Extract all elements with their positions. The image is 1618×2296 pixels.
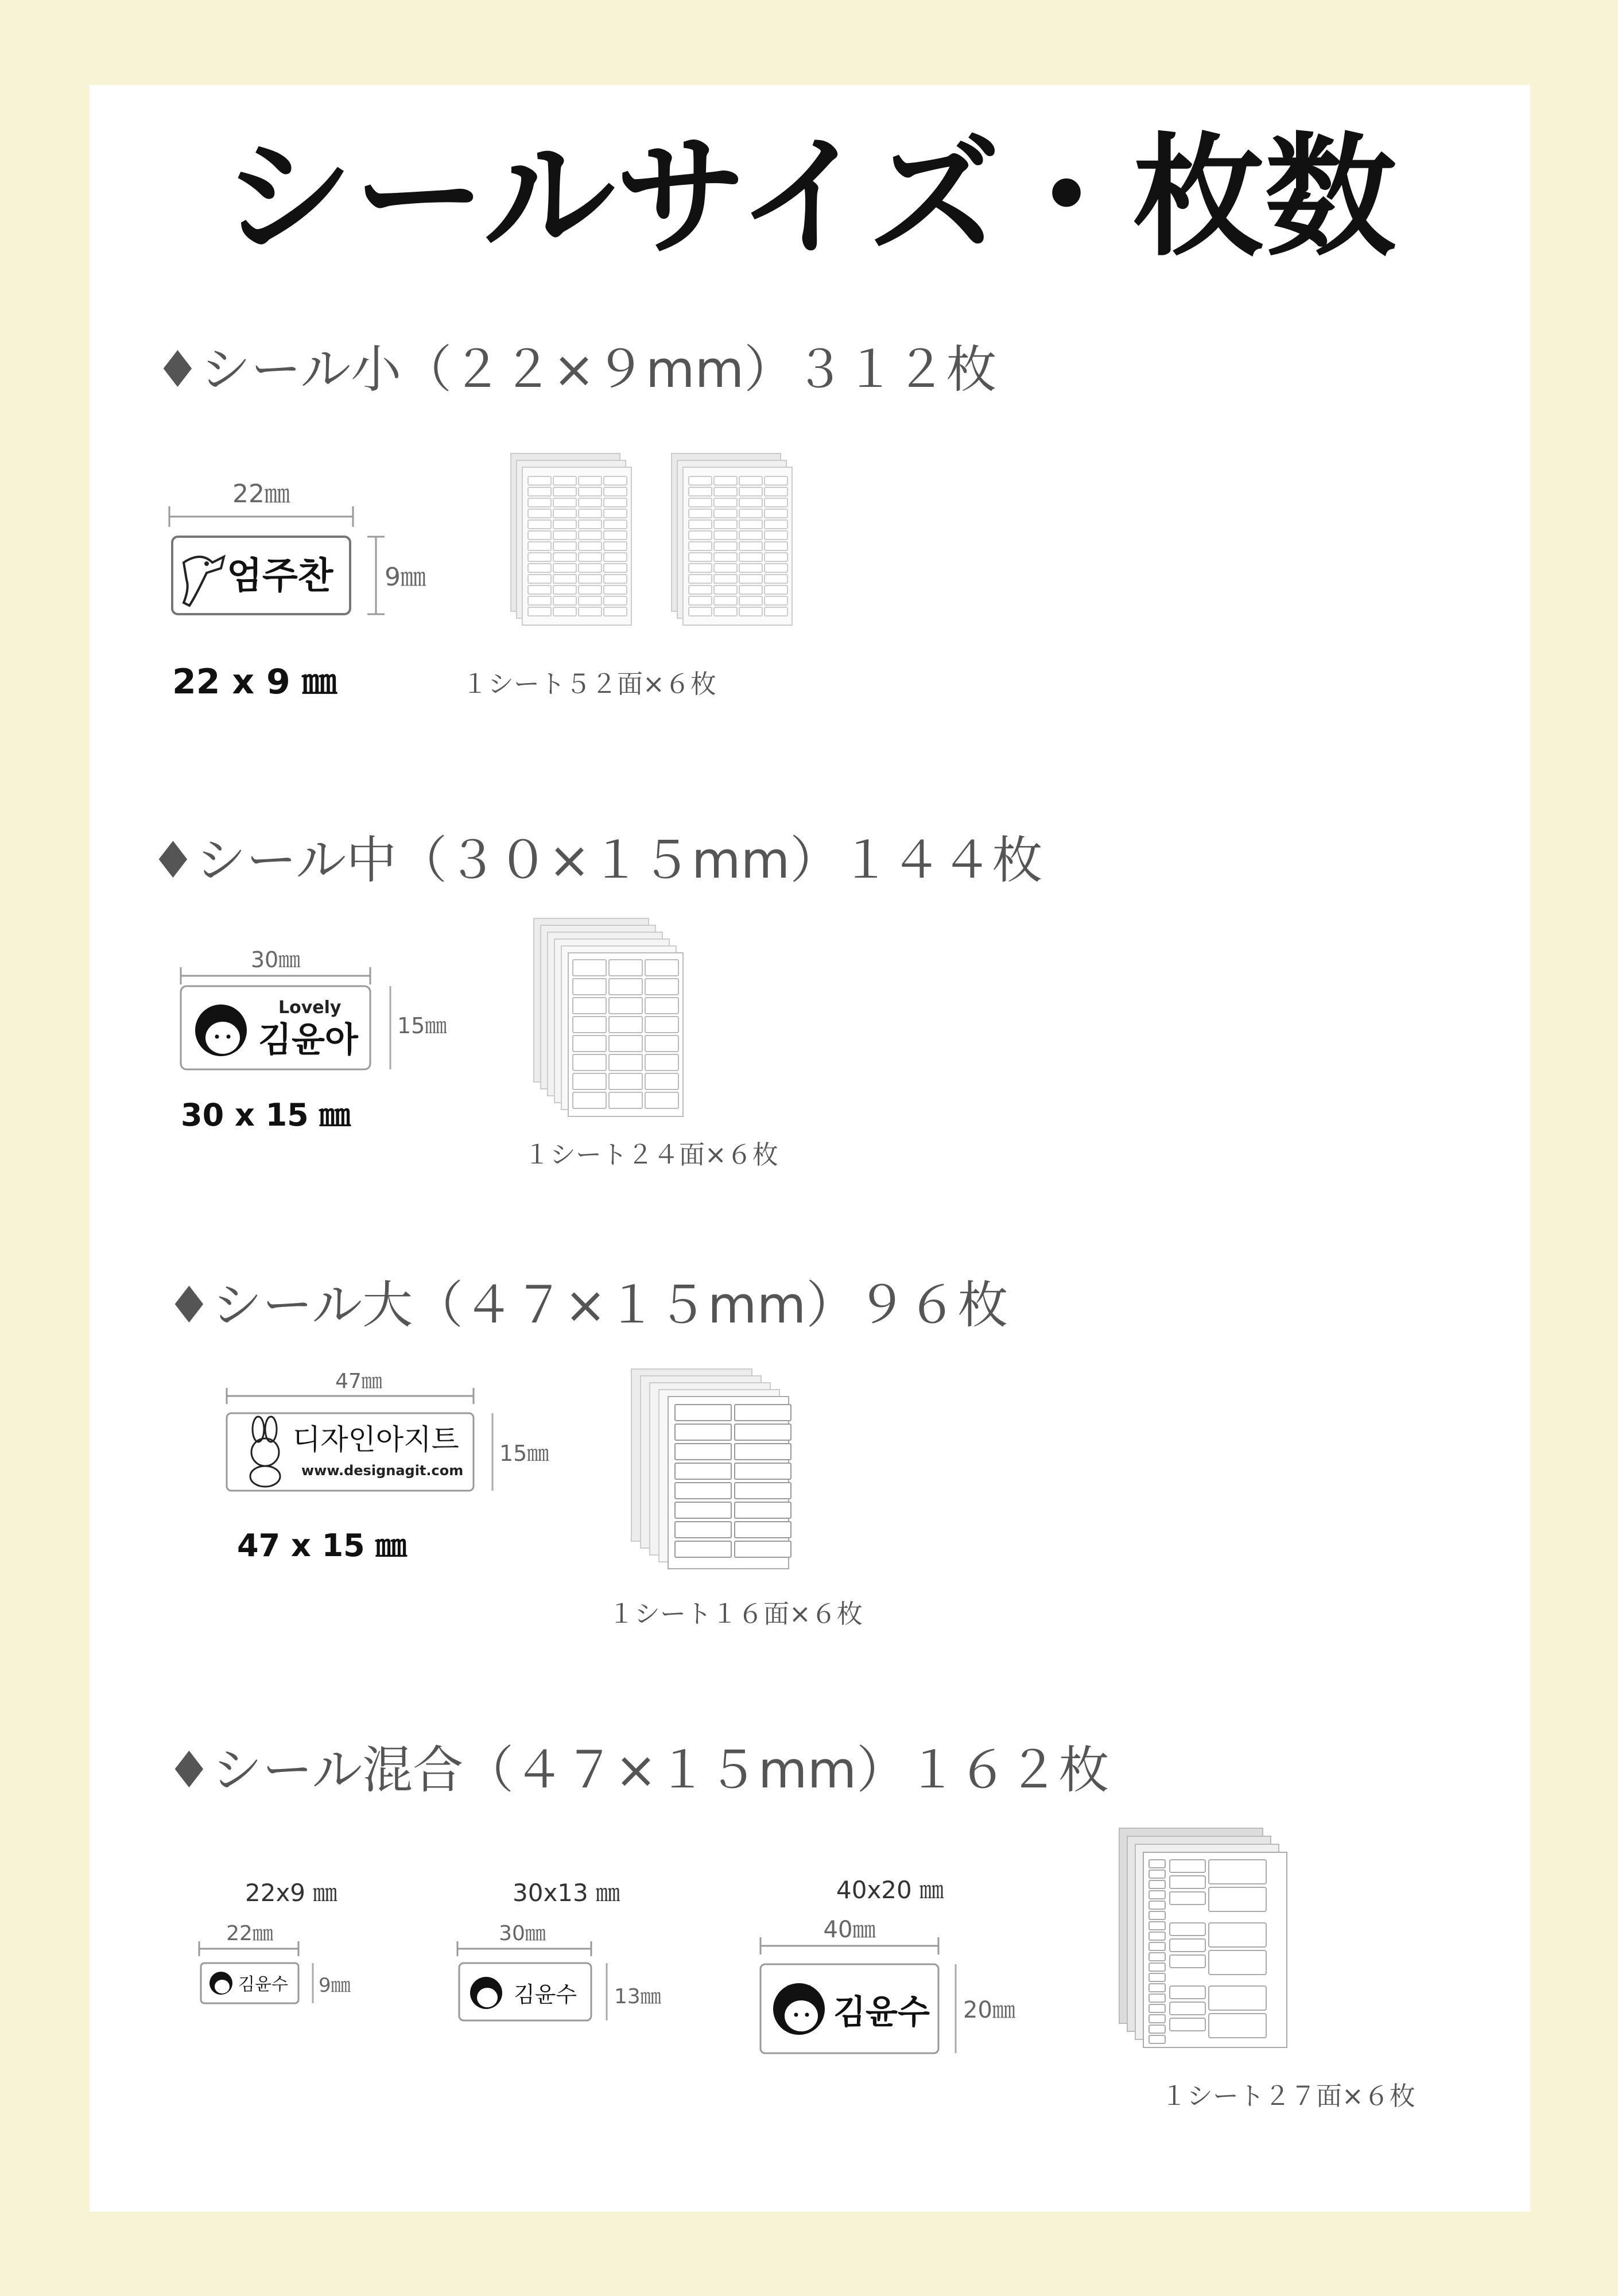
- sticker-slot: [1170, 1892, 1205, 1905]
- sticker-slot: [579, 585, 602, 594]
- height-label-mixed-1: 9㎜: [319, 1974, 351, 1997]
- sticker-slot: [573, 1017, 606, 1033]
- sticker-slot: [689, 596, 712, 605]
- sticker-slot: [714, 509, 737, 518]
- width-label-medium: 30㎜: [250, 947, 301, 972]
- sticker-slot: [553, 564, 576, 572]
- height-label-mixed-2: 13㎜: [614, 1985, 661, 2008]
- page-title: シールサイズ・枚数: [221, 121, 1396, 274]
- sticker-slot: [1149, 2025, 1165, 2033]
- sticker-slot: [604, 509, 627, 518]
- sticker-slot: [573, 979, 606, 995]
- sticker-slot: [1149, 1984, 1165, 1992]
- sticker-slot: [689, 564, 712, 572]
- sticker-slot: [739, 564, 762, 572]
- sticker-slot: [579, 564, 602, 572]
- sticker-slot: [579, 509, 602, 518]
- sticker-slot: [604, 542, 627, 550]
- size-caption-large: 47 x 15 ㎜: [237, 1527, 407, 1564]
- sticker-slot: [579, 542, 602, 550]
- sheet-stack-mixed: [1119, 1828, 1314, 2069]
- sheet-caption-mixed: １シート２７面×６枚: [1161, 2081, 1415, 2111]
- sticker-slot: [604, 531, 627, 540]
- sticker-slot: [1149, 2015, 1165, 2023]
- sticker-slot: [579, 607, 602, 616]
- sticker-slot: [765, 487, 787, 496]
- sticker-slot: [739, 476, 762, 485]
- sticker-slot: [739, 531, 762, 540]
- sticker-slot: [1170, 1939, 1205, 1952]
- sample-sticker-small: [161, 471, 448, 643]
- sticker-slot: [604, 498, 627, 507]
- sticker-slot: [1209, 1986, 1266, 2010]
- sticker-slot: [1149, 1880, 1165, 1888]
- sticker-slot: [604, 596, 627, 605]
- sticker-slot: [1209, 2014, 1266, 2038]
- sticker-slot: [1149, 1973, 1165, 1981]
- sticker-slot: [604, 607, 627, 616]
- sticker-slot: [765, 531, 787, 540]
- sticker-slot: [689, 607, 712, 616]
- sticker-slot: [1170, 1986, 1205, 1999]
- sticker-name-mixed-1: 김윤수: [238, 1975, 288, 1995]
- height-label-mixed-3: 20㎜: [963, 1997, 1015, 2023]
- sticker-slot: [1149, 1963, 1165, 1971]
- sticker-slot: [645, 1054, 678, 1071]
- sticker-slot: [528, 564, 551, 572]
- sheet-caption-large: １シート１６面×６枚: [608, 1599, 863, 1629]
- sticker-slot: [675, 1405, 731, 1421]
- sticker-slot: [765, 564, 787, 572]
- section-heading-mixed: ♦シール混合（４７×１５mm）１６２枚: [166, 1740, 1109, 1799]
- sticker-slot: [528, 585, 551, 594]
- sticker-slot: [714, 596, 737, 605]
- sticker-slot: [714, 575, 737, 583]
- size-caption-mixed-3: 40x20 ㎜: [836, 1876, 944, 1904]
- sticker-slot: [645, 1035, 678, 1052]
- sticker-slot: [1209, 1950, 1266, 1975]
- sticker-slot: [714, 542, 737, 550]
- sticker-slot: [604, 553, 627, 561]
- sticker-slot: [739, 596, 762, 605]
- sticker-slot: [645, 1073, 678, 1089]
- sticker-slot: [579, 487, 602, 496]
- sheet-caption-small: １シート５２面×６枚: [462, 669, 716, 699]
- sticker-slot: [714, 498, 737, 507]
- sticker-slot: [573, 1035, 606, 1052]
- sticker-slot: [573, 960, 606, 976]
- girl-icon: [470, 1977, 502, 2009]
- sample-sticker-mixed-1: [192, 1917, 376, 2020]
- width-label-small: 22㎜: [232, 479, 290, 509]
- sticker-slot: [765, 607, 787, 616]
- sticker-slot: [553, 509, 576, 518]
- sticker-slot: [714, 607, 737, 616]
- sticker-slot: [1149, 1891, 1165, 1899]
- width-label-mixed-2: 30㎜: [499, 1922, 546, 1945]
- section-heading-small: ♦シール小（２２×９mm）３１２枚: [155, 340, 997, 399]
- sheet-stack-right: [672, 453, 792, 625]
- sticker-slot: [739, 585, 762, 594]
- sticker-slot: [528, 498, 551, 507]
- sticker-slot: [739, 575, 762, 583]
- sticker-slot: [689, 542, 712, 550]
- size-caption-mixed-2: 30x13 ㎜: [513, 1879, 620, 1907]
- sticker-slot: [579, 596, 602, 605]
- sticker-slot: [689, 531, 712, 540]
- sticker-slot: [528, 520, 551, 529]
- sticker-slot: [553, 531, 576, 540]
- sticker-slot: [553, 607, 576, 616]
- sticker-slot: [1149, 2035, 1165, 2043]
- sticker-slot: [579, 498, 602, 507]
- sticker-slot: [553, 596, 576, 605]
- sticker-slot: [528, 509, 551, 518]
- sticker-slot: [645, 998, 678, 1014]
- sticker-slot: [609, 960, 642, 976]
- sticker-slot: [765, 553, 787, 561]
- sticker-slot: [689, 487, 712, 496]
- sticker-slot: [528, 575, 551, 583]
- sticker-slot: [714, 476, 737, 485]
- sheet-stack-left: [511, 453, 631, 625]
- sticker-slot: [528, 596, 551, 605]
- sticker-slot: [765, 476, 787, 485]
- sticker-slot: [1149, 1932, 1165, 1940]
- sticker-slot: [609, 1017, 642, 1033]
- sticker-name-mixed-2: 김윤수: [514, 1982, 577, 2007]
- sticker-slot: [609, 1092, 642, 1108]
- sticker-slot: [735, 1502, 791, 1518]
- sticker-slot: [765, 596, 787, 605]
- sticker-slot: [1149, 2004, 1165, 2012]
- sticker-slot: [739, 607, 762, 616]
- sticker-slot: [765, 585, 787, 594]
- sticker-slot: [735, 1424, 791, 1440]
- sticker-slot: [579, 531, 602, 540]
- sticker-slot: [604, 520, 627, 529]
- sticker-slot: [765, 520, 787, 529]
- sticker-slot: [604, 476, 627, 485]
- sticker-slot: [553, 575, 576, 583]
- sticker-slot: [675, 1541, 731, 1557]
- sticker-slot: [714, 553, 737, 561]
- sticker-slot: [609, 1073, 642, 1089]
- sample-sticker-mixed-2: [451, 1917, 680, 2032]
- sticker-slot: [765, 509, 787, 518]
- sticker-slot: [528, 487, 551, 496]
- sticker-slot: [1170, 1955, 1205, 1968]
- sticker-slot: [735, 1444, 791, 1460]
- height-label-large: 15㎜: [499, 1441, 549, 1466]
- sticker-slot: [1149, 1942, 1165, 1950]
- sticker-slot: [765, 498, 787, 507]
- sticker-slot: [735, 1405, 791, 1421]
- sticker-slot: [1149, 1870, 1165, 1878]
- sticker-slot: [765, 575, 787, 583]
- sticker-slot: [739, 487, 762, 496]
- sticker-name-small: 엄주찬: [227, 555, 333, 598]
- sticker-slot: [689, 476, 712, 485]
- sticker-url-large: www.designagit.com: [301, 1463, 464, 1479]
- width-label-mixed-1: 22㎜: [226, 1922, 273, 1945]
- sticker-slot: [1209, 1860, 1266, 1884]
- sticker-slot: [1170, 1860, 1205, 1872]
- sticker-slot: [604, 585, 627, 594]
- size-caption-medium: 30 x 15 ㎜: [181, 1097, 351, 1133]
- sticker-slot: [553, 542, 576, 550]
- sticker-slot: [609, 998, 642, 1014]
- sticker-slot: [1149, 1911, 1165, 1919]
- section-heading-large: ♦シール大（４７×１５mm）９６枚: [166, 1275, 1008, 1335]
- sticker-slot: [675, 1483, 731, 1499]
- sticker-name-large: 디자인아지트: [293, 1423, 459, 1456]
- sticker-slot: [739, 520, 762, 529]
- sticker-slot: [735, 1463, 791, 1479]
- size-caption-mixed-1: 22x9 ㎜: [245, 1879, 337, 1907]
- height-label-small: 9㎜: [385, 563, 426, 592]
- sticker-slot: [1149, 1901, 1165, 1909]
- sticker-slot: [689, 520, 712, 529]
- sticker-name-mixed-3: 김윤수: [833, 1992, 930, 2031]
- sticker-slot: [689, 498, 712, 507]
- sticker-slot: [1209, 1887, 1266, 1911]
- sticker-slot: [1170, 2002, 1205, 2015]
- sticker-slot: [609, 979, 642, 995]
- sticker-slot: [573, 998, 606, 1014]
- sticker-slot: [553, 498, 576, 507]
- sticker-slot: [1209, 1923, 1266, 1947]
- sticker-slot: [675, 1444, 731, 1460]
- sticker-slot: [689, 575, 712, 583]
- sticker-tagline-medium: Lovely: [278, 998, 342, 1018]
- sticker-slot: [1170, 2018, 1205, 2031]
- sticker-slot: [714, 487, 737, 496]
- girl-icon: [773, 1983, 825, 2035]
- sticker-slot: [573, 1073, 606, 1089]
- sticker-slot: [553, 585, 576, 594]
- sticker-slot: [1170, 1876, 1205, 1888]
- sticker-slot: [735, 1483, 791, 1499]
- sheet-stack-medium: [534, 918, 729, 1137]
- sticker-slot: [609, 1054, 642, 1071]
- sticker-slot: [553, 520, 576, 529]
- sticker-slot: [739, 542, 762, 550]
- sticker-slot: [609, 1035, 642, 1052]
- sticker-slot: [604, 487, 627, 496]
- sticker-slot: [735, 1522, 791, 1538]
- sticker-slot: [573, 1054, 606, 1071]
- sticker-slot: [689, 553, 712, 561]
- sticker-slot: [528, 531, 551, 540]
- girl-icon: [209, 1972, 232, 1995]
- sample-sticker-large: [218, 1372, 574, 1504]
- sticker-slot: [579, 553, 602, 561]
- sticker-slot: [553, 476, 576, 485]
- sticker-slot: [689, 585, 712, 594]
- sticker-slot: [714, 585, 737, 594]
- sticker-slot: [528, 476, 551, 485]
- sticker-slot: [735, 1541, 791, 1557]
- sticker-slot: [573, 1092, 606, 1108]
- girl-icon: [195, 1004, 247, 1056]
- sticker-slot: [528, 553, 551, 561]
- sticker-slot: [675, 1424, 731, 1440]
- sticker-slot: [604, 564, 627, 572]
- sticker-slot: [579, 520, 602, 529]
- sticker-slot: [1149, 1922, 1165, 1930]
- sticker-slot: [765, 542, 787, 550]
- sticker-slot: [714, 520, 737, 529]
- sticker-slot: [528, 607, 551, 616]
- sticker-slot: [739, 509, 762, 518]
- sticker-slot: [645, 960, 678, 976]
- sheet-caption-medium: １シート２４面×６枚: [524, 1139, 778, 1170]
- sample-sticker-mixed-3: [752, 1911, 1027, 2066]
- sticker-slot: [714, 564, 737, 572]
- sticker-slot: [689, 509, 712, 518]
- section-heading-medium: ♦シール中（３０×１５mm）１４４枚: [150, 831, 1043, 890]
- size-caption-small: 22 x 9 ㎜: [172, 662, 337, 702]
- sticker-slot: [604, 575, 627, 583]
- sticker-slot: [675, 1522, 731, 1538]
- sticker-slot: [1149, 1994, 1165, 2002]
- sticker-slot: [579, 476, 602, 485]
- sticker-slot: [675, 1463, 731, 1479]
- height-label-medium: 15㎜: [397, 1013, 447, 1038]
- sticker-slot: [739, 553, 762, 561]
- sticker-slot: [645, 1017, 678, 1033]
- sheet-stack-large: [631, 1369, 827, 1587]
- sticker-slot: [645, 979, 678, 995]
- width-label-mixed-3: 40㎜: [823, 1917, 876, 1943]
- sticker-name-medium: 김윤아: [258, 1020, 358, 1060]
- sticker-slot: [675, 1502, 731, 1518]
- sticker-slot: [528, 542, 551, 550]
- sticker-slot: [1149, 1860, 1165, 1868]
- sticker-slot: [714, 531, 737, 540]
- sticker-slot: [645, 1092, 678, 1108]
- sheet-stack-small: [511, 453, 809, 637]
- sticker-slot: [553, 487, 576, 496]
- sticker-slot: [739, 498, 762, 507]
- sticker-slot: [579, 575, 602, 583]
- sticker-slot: [1149, 1953, 1165, 1961]
- width-label-large: 47㎜: [335, 1370, 382, 1393]
- sample-sticker-medium: [172, 947, 471, 1091]
- sticker-slot: [1170, 1923, 1205, 1936]
- sticker-slot: [553, 553, 576, 561]
